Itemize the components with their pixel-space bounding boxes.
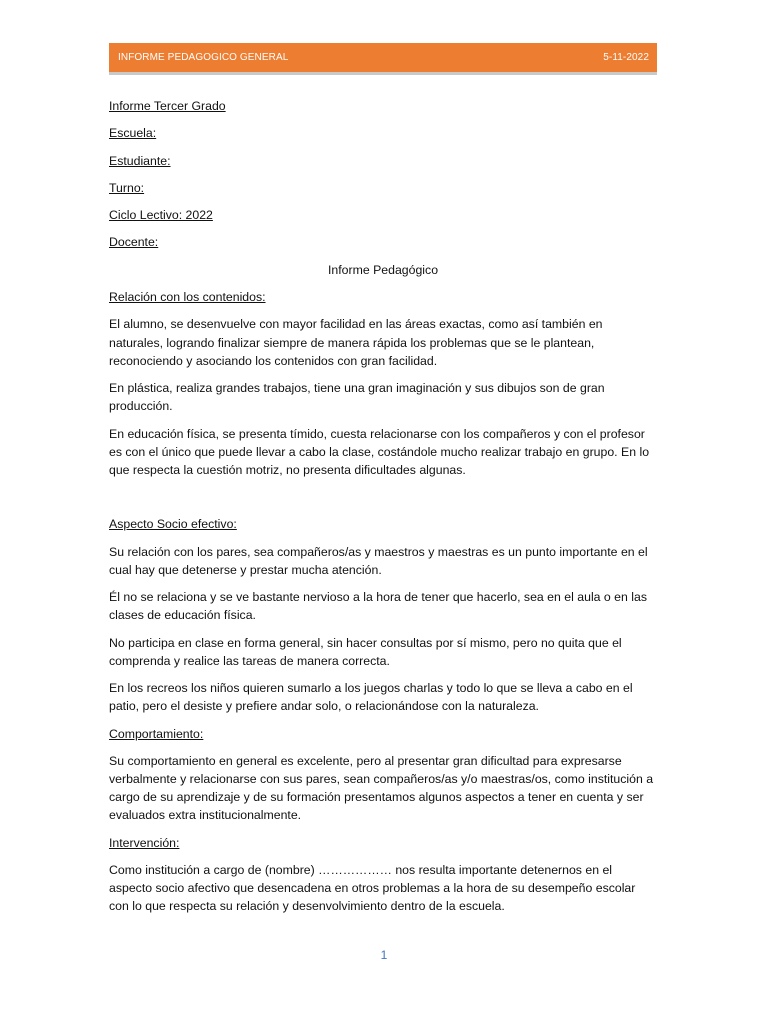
- paragraph: Su relación con los pares, sea compañeros/as y maestros y maestras es un punto importante en el cual hay que detenerse y prestar mucha atención.: [109, 544, 648, 577]
- paragraph: Él no se relaciona y se ve bastante nervioso a la hora de tener que hacerlo, sea en el aula o en las clases de educación física.: [109, 590, 647, 623]
- field-school-year: Ciclo Lectivo: 2022: [109, 208, 213, 223]
- field-student: Estudiante:: [109, 153, 171, 168]
- header-title: INFORME PEDAGOGICO GENERAL: [118, 52, 289, 63]
- field-shift: Turno:: [109, 180, 145, 195]
- paragraph: Su comportamiento en general es excelente, pero al presentar gran dificultad para expresarse verbalmente y relacionarse con sus pares, sean compañeros/as y/o maestras/os, como institución a cargo de su aprendizaje y de su formación presentamos algunos aspectos a tener en cuenta y ser evaluados extra institucionalmente.: [109, 753, 654, 823]
- paragraph: En los recreos los niños quieren sumarlo a los juegos charlas y todo lo que se lleva a cabo en el patio, pero el desiste y prefiere andar solo, o relacionándose con la naturaleza.: [109, 681, 633, 714]
- paragraph: En educación física, se presenta tímido, cuesta relacionarse con los compañeros y con el profesor es con el único que puede llevar a cabo la clase, costándole mucho realizar trabajo en grupo. En lo que respecta la cuestión motriz, no presenta dificultades algunas.: [109, 426, 650, 477]
- field-grade: Informe Tercer Grado: [109, 99, 226, 113]
- spacer: [109, 488, 657, 515]
- section-heading-contents: Relación con los contenidos:: [109, 290, 266, 305]
- section-heading-socio: Aspecto Socio efectivo:: [109, 517, 237, 532]
- field-school: Escuela:: [109, 126, 157, 141]
- paragraph: Como institución a cargo de (nombre) ……………… nos resulta importante detenernos en el aspecto socio afectivo que desencadena en otros problemas a la hora de su desempeño escolar con lo que respecta su relación y desenvolvimiento dentro de la escuela.: [109, 863, 636, 914]
- document-body: [109, 97, 657, 925]
- paragraph: El alumno, se desenvuelve con mayor facilidad en las áreas exactas, como así también en naturales, logrando finalizar siempre de manera rápida los problemas que se le plantean, reconociendo y asociando los contenidos con gran facilidad.: [109, 317, 603, 368]
- field-teacher: Docente:: [109, 235, 159, 250]
- page-number: 1: [380, 948, 388, 962]
- section-heading-intervention: Intervención:: [109, 835, 180, 850]
- paragraph: No participa en clase en forma general, sin hacer consultas por sí mismo, pero no quita que el comprenda y realice las tareas de manera correcta.: [109, 635, 622, 668]
- document-header-bar: [109, 43, 657, 75]
- paragraph: En plástica, realiza grandes trabajos, tiene una gran imaginación y sus dibujos son de gran producción.: [109, 381, 605, 414]
- header-date: 5-11-2022: [603, 52, 649, 63]
- document-title: Informe Pedagógico: [327, 262, 439, 277]
- section-heading-behavior: Comportamiento:: [109, 726, 204, 741]
